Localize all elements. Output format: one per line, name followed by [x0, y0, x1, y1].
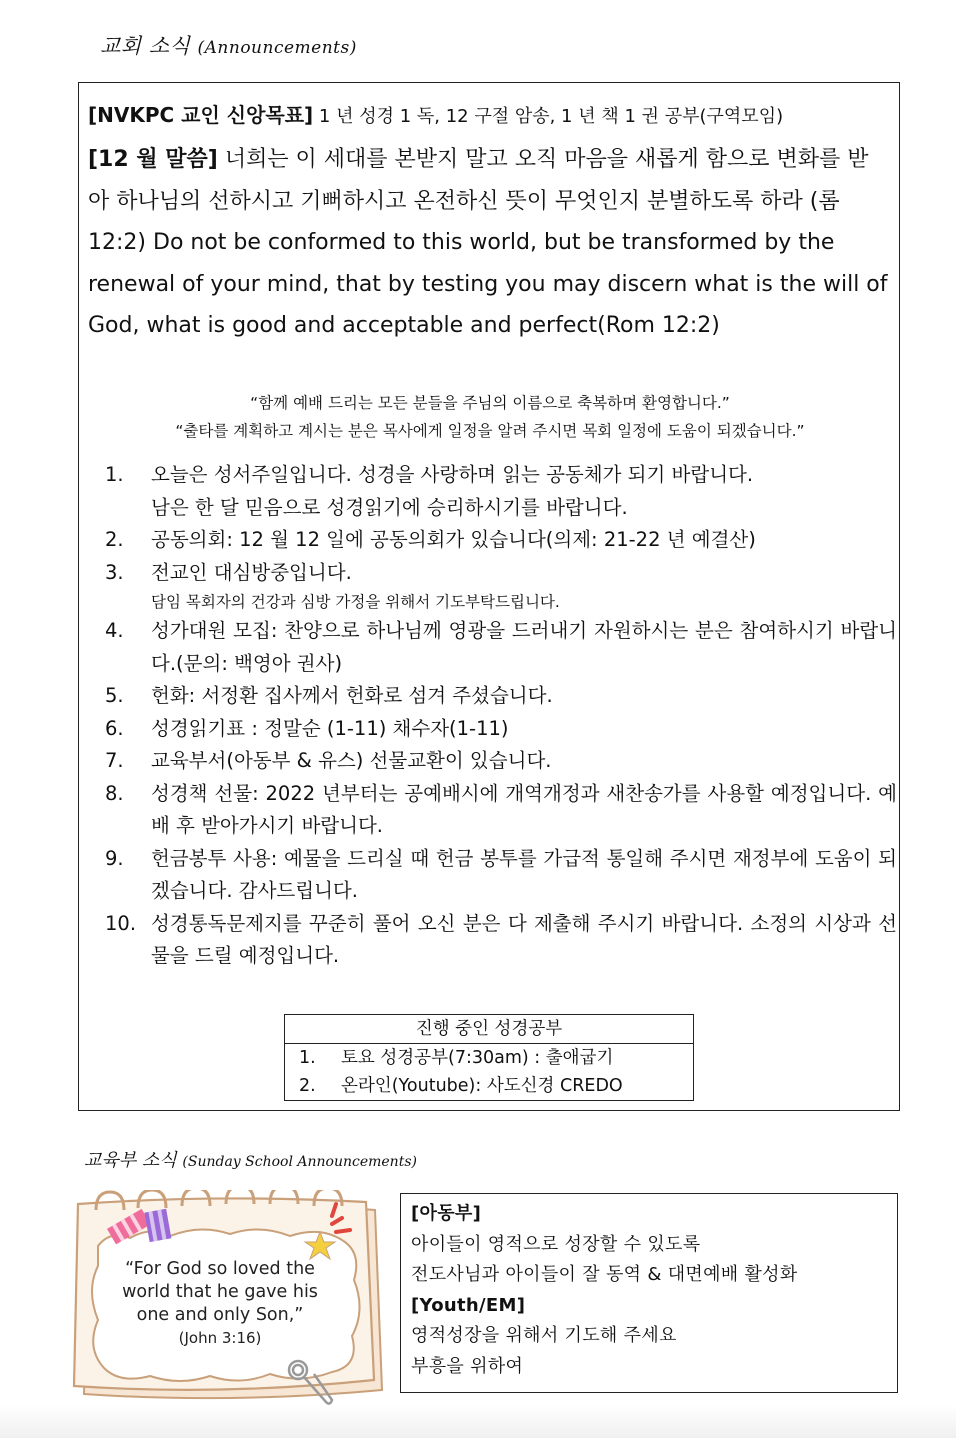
- youth-line: 영적성장을 위해서 기도해 주세요: [411, 1325, 677, 1346]
- item-number: 1.: [105, 463, 124, 486]
- row-text: 온라인(Youtube): 사도신경 CREDO: [341, 1076, 623, 1096]
- item-text: 전교인 대심방중입니다.: [151, 560, 352, 584]
- children-label: [아동부]: [411, 1203, 482, 1224]
- sunday-school-title-ko: 교육부 소식: [84, 1150, 177, 1171]
- announcements-box: [78, 82, 900, 1111]
- list-item: [105, 908, 897, 973]
- row-number: 2.: [299, 1076, 316, 1096]
- quote-reference: (John 3:16): [178, 1329, 262, 1347]
- item-number: 6.: [105, 716, 124, 740]
- item-text: 헌화: 서정환 집사께서 헌화로 섬겨 주셨습니다.: [151, 684, 553, 707]
- row-number: 1.: [299, 1048, 316, 1068]
- page-bottom-shadow: [0, 1405, 956, 1438]
- item-number: 7.: [105, 749, 124, 772]
- item-text: 성경읽기표 : 정말순 (1-11) 채수자(1-11): [151, 716, 509, 740]
- welcome-message: “함께 예배 드리는 모든 분들을 주님의 이름으로 축복하며 환영합니다.”: [250, 394, 730, 412]
- quote-line: one and only Son,”: [136, 1305, 304, 1325]
- row-text: 토요 성경공부(7:30am) : 출애굽기: [341, 1048, 614, 1068]
- list-item: [105, 557, 897, 616]
- item-subtext: 담임 목회자의 건강과 심방 가정을 위해서 기도부탁드립니다.: [151, 593, 560, 611]
- list-item: [105, 745, 897, 778]
- travel-notice: “출타를 계획하고 계시는 분은 목사에게 일정을 알려 주시면 목회 일정에 도움이 되겠습니다.”: [175, 422, 805, 440]
- faith-goal: [88, 99, 783, 128]
- item-text: 오늘은 성서주일입니다. 성경을 사랑하며 읽는 공동체가 되기 바랍니다.: [151, 463, 754, 486]
- item-text: 성가대원 모집: 찬양으로 하나님께 영광을 드러내기 자원하시는 분은 참여하시기 바랍니다.(문의: 백영아 권사): [151, 619, 897, 675]
- item-text: 성경책 선물: 2022 년부터는 공예배시에 개역개정과 새찬송가를 사용할 예정입니다. 예배 후 받아가시기 바랍니다.: [151, 781, 897, 837]
- table-row: [285, 1044, 693, 1072]
- list-item: [105, 680, 897, 713]
- john-3-16-quote: [100, 1258, 340, 1350]
- quote-line: world that he gave his: [122, 1282, 318, 1302]
- monthly-verse-english: Do not be conformed to this world, but be transformed by the renewal of your mind, that by testing you may discern what is the will of God, what is good and acceptable and perfect(Rom 12:2): [88, 230, 888, 338]
- children-line: 아이들이 영적으로 성장할 수 있도록: [411, 1233, 701, 1255]
- announcements-title-en: (Announcements): [197, 38, 357, 58]
- item-text: 남은 한 달 믿음으로 성경읽기에 승리하시기를 바랍니다.: [151, 495, 628, 519]
- item-number: 5.: [105, 684, 124, 707]
- youth-label: [Youth/EM]: [411, 1294, 526, 1316]
- item-text: 성경통독문제지를 꾸준히 풀어 오신 분은 다 제출해 주시기 바랍니다. 소정의 시상과 선물을 드릴 예정입니다.: [151, 911, 897, 967]
- monthly-verse-label: [12 월 말씀]: [88, 147, 218, 172]
- bible-study-table: [284, 1014, 694, 1101]
- list-item: [105, 843, 897, 908]
- item-number: 8.: [105, 781, 124, 805]
- table-row: [285, 1072, 693, 1100]
- announcements-title: [100, 30, 357, 60]
- sunday-school-title: [84, 1146, 417, 1172]
- youth-line: 부흥을 위하여: [411, 1355, 524, 1377]
- faith-goal-text: 1 년 성경 1 독, 12 구절 암송, 1 년 책 1 권 공부(구역모임): [318, 106, 784, 127]
- item-text: 헌금봉투 사용: 예물을 드리실 때 헌금 봉투를 가급적 통일해 주시면 재정부에 도움이 되겠습니다. 감사드립니다.: [151, 846, 897, 902]
- list-item: [105, 713, 897, 746]
- item-number: 2.: [105, 528, 124, 551]
- list-item: [105, 615, 897, 680]
- monthly-verse-korean: 너희는 이 세대를 본받지 말고 오직 마음을 새롭게 함으로 변화를 받아 하나님의 선하시고 기뻐하시고 온전하신 뜻이 무엇인지 분별하도록 하라 (롬 12:2): [88, 147, 869, 255]
- announcement-list: [105, 459, 897, 973]
- list-item: [105, 459, 897, 524]
- item-text: 교육부서(아동부 & 유스) 선물교환이 있습니다.: [151, 749, 552, 772]
- item-number: 9.: [105, 846, 124, 870]
- sunday-school-box: [400, 1193, 898, 1393]
- bible-study-table-header: 진행 중인 성경공부: [285, 1015, 693, 1044]
- quote-line: “For God so loved the: [125, 1259, 315, 1279]
- announcements-title-ko: 교회 소식: [100, 34, 191, 58]
- item-number: 10.: [105, 911, 137, 935]
- item-number: 3.: [105, 560, 124, 584]
- faith-goal-label: [NVKPC 교인 신앙목표]: [88, 103, 314, 127]
- sunday-school-title-en: (Sunday School Announcements): [182, 1154, 417, 1170]
- item-number: 4.: [105, 619, 124, 642]
- monthly-verse: [88, 139, 888, 347]
- item-text: 공동의회: 12 월 12 일에 공동의회가 있습니다(의제: 21-22 년 예결산): [151, 528, 756, 551]
- children-line: 전도사님과 아이들이 잘 동역 & 대면예배 활성화: [411, 1264, 798, 1285]
- notepad-illustration: [70, 1190, 390, 1410]
- list-item: [105, 524, 897, 557]
- list-item: [105, 778, 897, 843]
